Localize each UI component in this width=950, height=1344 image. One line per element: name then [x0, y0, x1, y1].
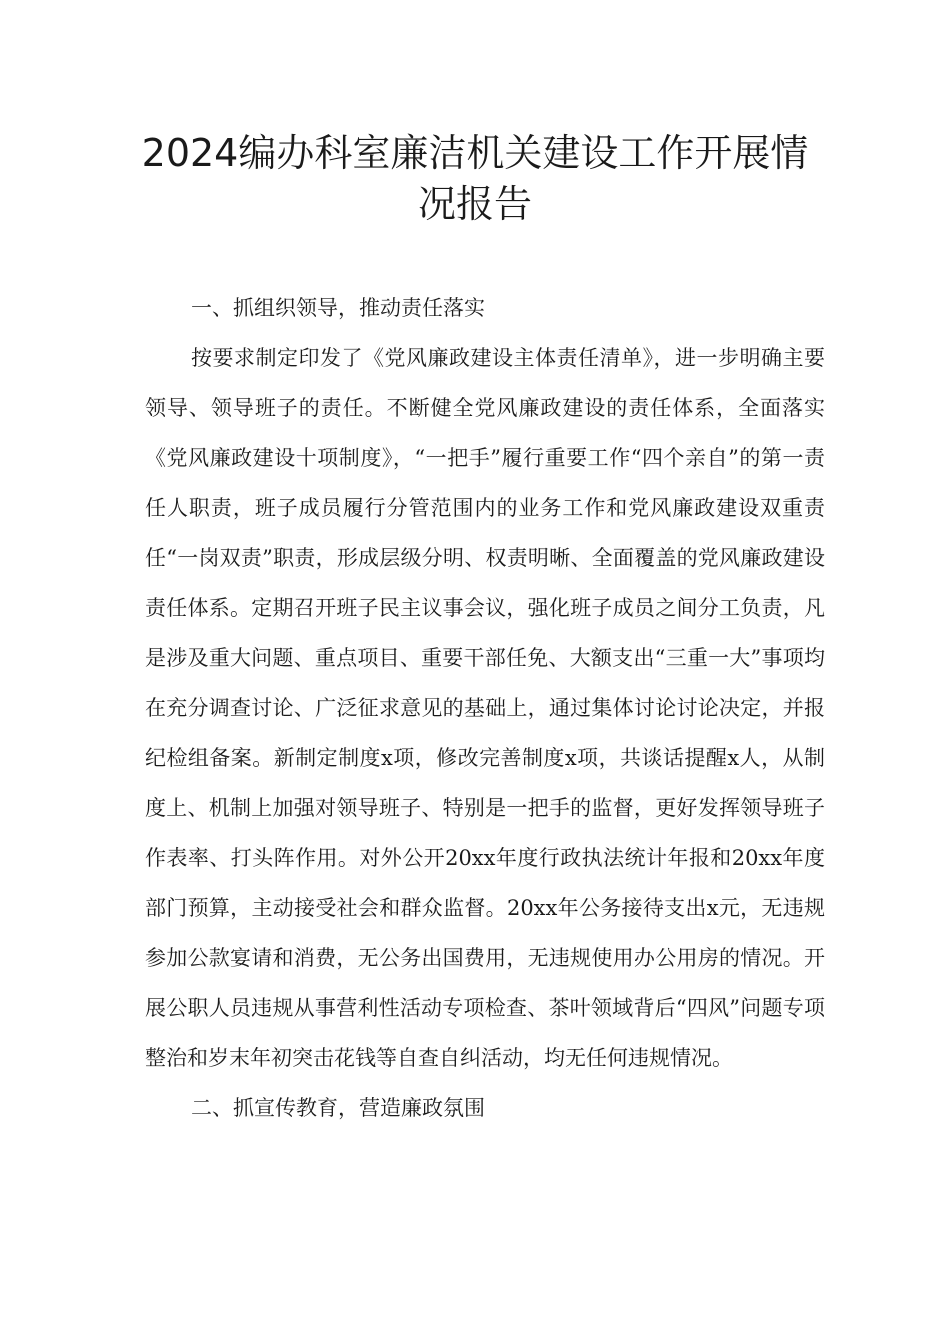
section-1-paragraph: 按要求制定印发了《党风廉政建设主体责任清单》，进一步明确主要领导、领导班子的责任。不断健全党风廉政建设的责任体系，全面落实《党风廉政建设十项制度》，“一把手”履行重要工作“四个亲自”的第一责任人职责，班子成员履行分管范围内的业务工作和党风廉政建设双重责任“一岗双责”职责，形成层级分明、权责明晰、全面覆盖的党风廉政建设责任体系。定期召开班子民主议事会议，强化班子成员之间分工负责，凡是涉及重大问题、重点项目、重要干部任免、大额支出“三重一大”事项均在充分调查讨论、广泛征求意见的基础上，通过集体讨论讨论决定，并报纪检组备案。新制定制度x项，修改完善制度x项，共谈话提醒x人，从制度上、机制上加强对领导班子、特别是一把手的监督，更好发挥领导班子作表率、打头阵作用。对外公开20xx年度行政执法统计年报和20xx年度部门预算，主动接受社会和群众监督。20xx年公务接待支出x元，无违规参加公款宴请和消费，无公务出国费用，无违规使用办公用房的情况。开展公职人员违规从事营利性活动专项检查、茶叶领域背后“四风”问题专项整治和岁末年初突击花钱等自查自纠活动，均无任何违规情况。 [145, 346, 825, 1070]
document-title [0, 128, 950, 230]
document-body [145, 283, 825, 1133]
section-1-heading: 一、抓组织领导，推动责任落实 [191, 296, 485, 320]
document-title-line-1: 2024编办科室廉洁机关建设工作开展情 [141, 131, 809, 175]
document-title-line-2: 况报告 [417, 182, 532, 226]
section-2-heading: 二、抓宣传教育，营造廉政氛围 [191, 1096, 485, 1120]
